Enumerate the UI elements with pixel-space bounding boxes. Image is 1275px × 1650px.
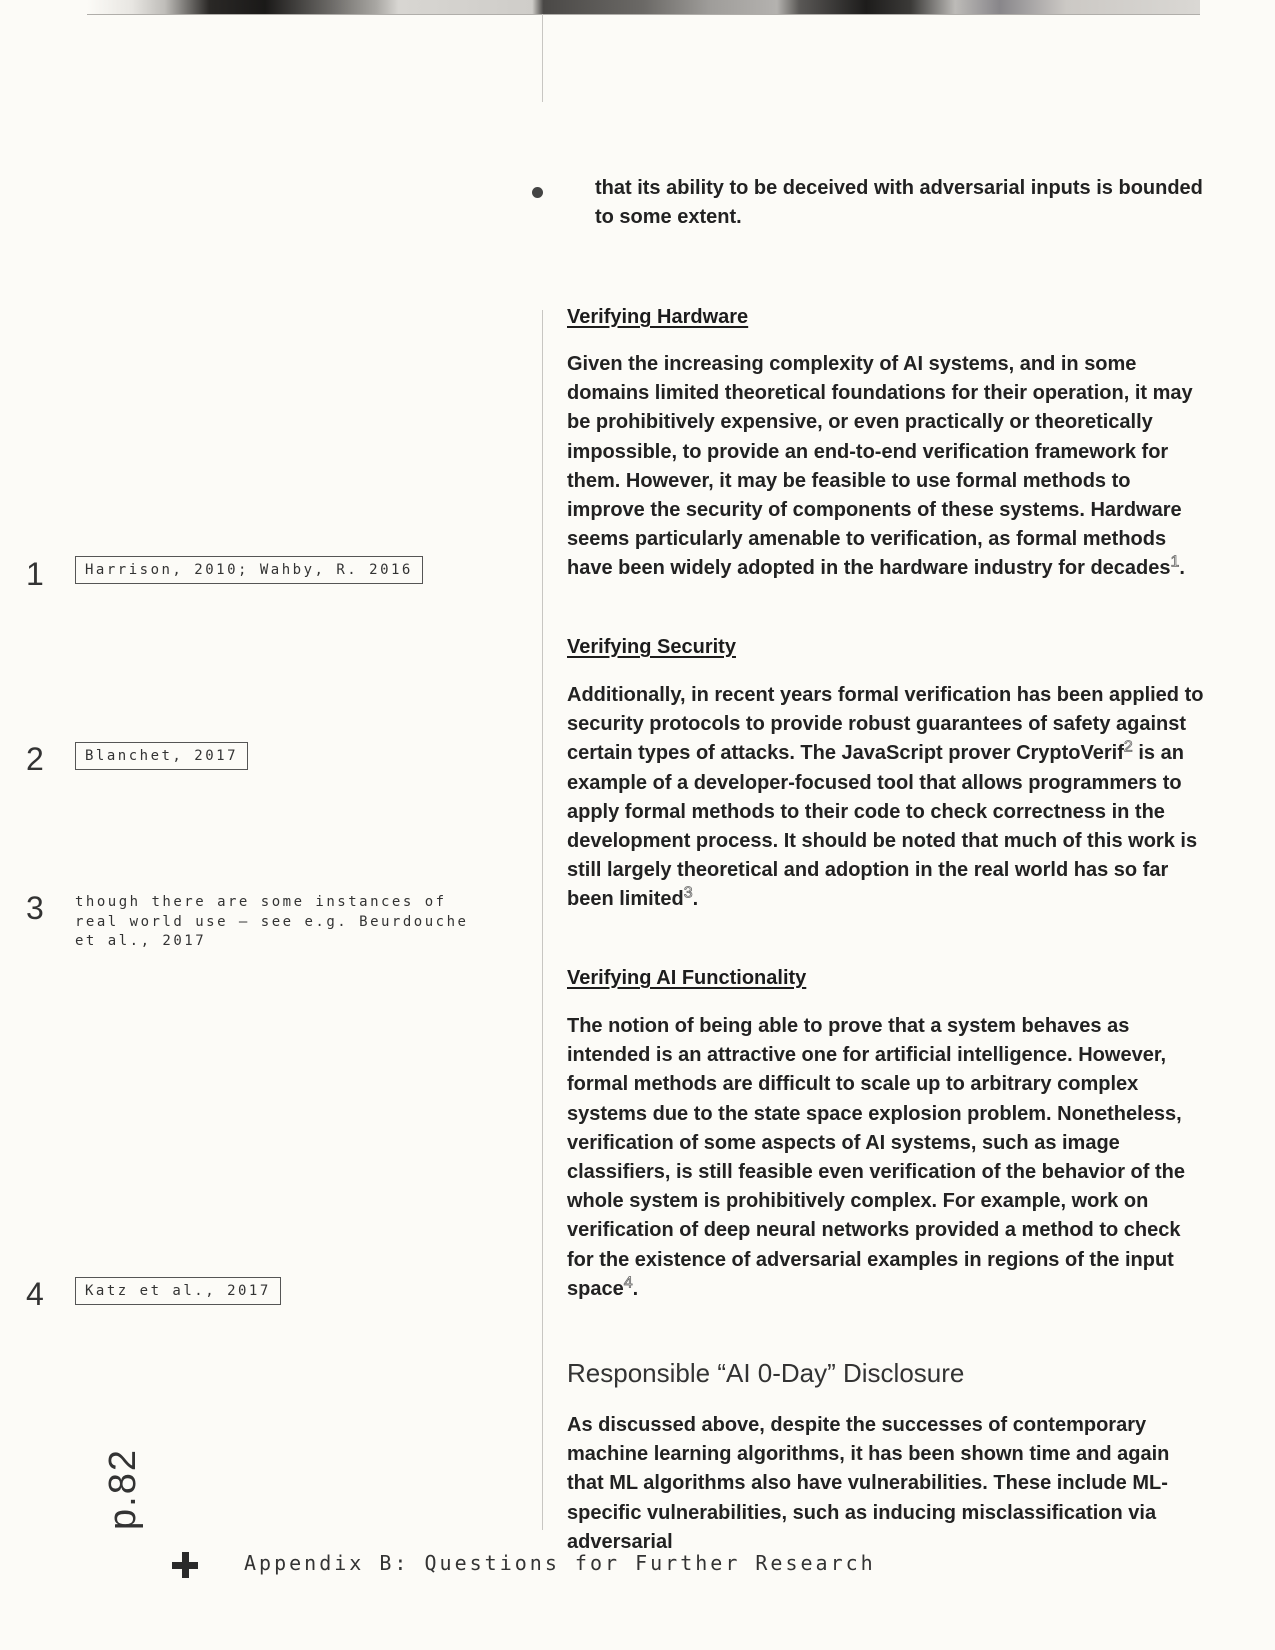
footnote-marker-1[interactable]: 1 (1170, 553, 1180, 571)
note-number-3: 3 (26, 890, 44, 926)
paragraph-text: The notion of being able to prove that a system behaves as intended is an attractive one for artificial intelligence. However, formal methods are difficult to scale up to arbitrary complex systems due to the state space explosion problem. Nonetheless, verification of some aspects of AI systems, such as image classifiers, is still feasible even verification of the behavior of the whole system is prohibitively complex. For example, work on verification of deep neural networks provided a method to check for the existence of adversarial examples in regions of the input space (567, 1015, 1185, 1300)
column-divider-top (542, 14, 543, 102)
note-number-4: 4 (26, 1276, 44, 1312)
heading-verifying-ai-functionality: Verifying AI Functionality (567, 967, 807, 989)
top-gradient-bar (87, 0, 1200, 15)
footnote-marker-3[interactable]: 3 (683, 884, 693, 902)
footnote-marker-4[interactable]: 4 (623, 1274, 633, 1292)
note-citation-4: Katz et al., 2017 (75, 1277, 281, 1305)
bullet-icon (532, 187, 543, 198)
section-title-disclosure: Responsible “AI 0-Day” Disclosure (567, 1358, 965, 1388)
footer-section-label: Appendix B: Questions for Further Research (244, 1551, 876, 1575)
column-divider (542, 310, 543, 1530)
page-number: p.82 (102, 1448, 144, 1530)
paragraph-disclosure: As discussed above, despite the successes of contemporary machine learning algorithms, it has been shown time and again that ML algorithms also have vulnerabilities. These include ML-specific vulnerabilities, such as inducing misclassification via adversarial (567, 1414, 1170, 1553)
heading-verifying-hardware: Verifying Hardware (567, 306, 749, 328)
footnote-marker-2[interactable]: 2 (1123, 738, 1133, 756)
bullet-text: that its ability to be deceived with adversarial inputs is bounded to some extent. (595, 177, 1203, 228)
note-number-1: 1 (26, 556, 44, 592)
heading-verifying-security: Verifying Security (567, 636, 736, 658)
paragraph-verifying-ai-functionality: The notion of being able to prove that a system behaves as intended is an attractive one for artificial intelligence. However, formal methods are difficult to scale up to arbitrary complex systems due to the state space explosion problem. Nonetheless, verification of some aspects of AI systems, such as image classifiers, is still feasible even verification of the behavior of the whole system is prohibitively complex. For example, work on verification of deep neural networks provided a method to check for the existence of adversarial examples in regions of the input space$^4$. (567, 1015, 1185, 1300)
note-citation-1: Harrison, 2010; Wahby, R. 2016 (75, 556, 423, 584)
paragraph-text: Given the increasing complexity of AI systems, and in some domains limited theoretical foundations for their operation, it may be prohibitively expensive, or even practically or theoretically impossible, to provide an end-to-end verification framework for them. However, it may be feasible to use formal methods to improve the security of components of these systems. Hardware seems particularly amenable to verification, as formal methods have been widely adopted in the hardware industry for decades (567, 353, 1193, 580)
note-text-3: though there are some instances of real world use – see e.g. Beurdouche et al., 2017 (75, 894, 469, 949)
paragraph-text: Additionally, in recent years formal verification has been applied to security protocols to provide robust guarantees of safety against certain types of attacks. The JavaScript prover CryptoVerif (567, 684, 1204, 765)
paragraph-verifying-hardware: Given the increasing complexity of AI systems, and in some domains limited theoretical foundations for their operation, it may be prohibitively expensive, or even practically or theoretically impossible, to provide an end-to-end verification framework for them. However, it may be feasible to use formal methods to improve the security of components of these systems. Hardware seems particularly amenable to verification, as formal methods have been widely adopted in the hardware industry for decades$^1$. (567, 353, 1193, 580)
paragraph-verifying-security: Additionally, in recent years formal verification has been applied to security protocols to provide robust guarantees of safety against certain types of attacks. The JavaScript prover CryptoVerif$^2$ is an example of a developer-focused tool that allows programmers to apply formal methods to their code to check correctness in the development process. It should be noted that much of this work is still largely theoretical and adoption in the real world has so far been limited$^3$. (567, 684, 1204, 911)
plus-icon (172, 1552, 198, 1578)
note-citation-2: Blanchet, 2017 (75, 742, 248, 770)
note-number-2: 2 (26, 741, 44, 777)
paragraph-text: is an example of a developer-focused tool that allows programmers to apply formal methods to their code to check correctness in the development process. It should be noted that much of this work is still largely theoretical and adoption in the real world has so far been limited (567, 742, 1198, 911)
